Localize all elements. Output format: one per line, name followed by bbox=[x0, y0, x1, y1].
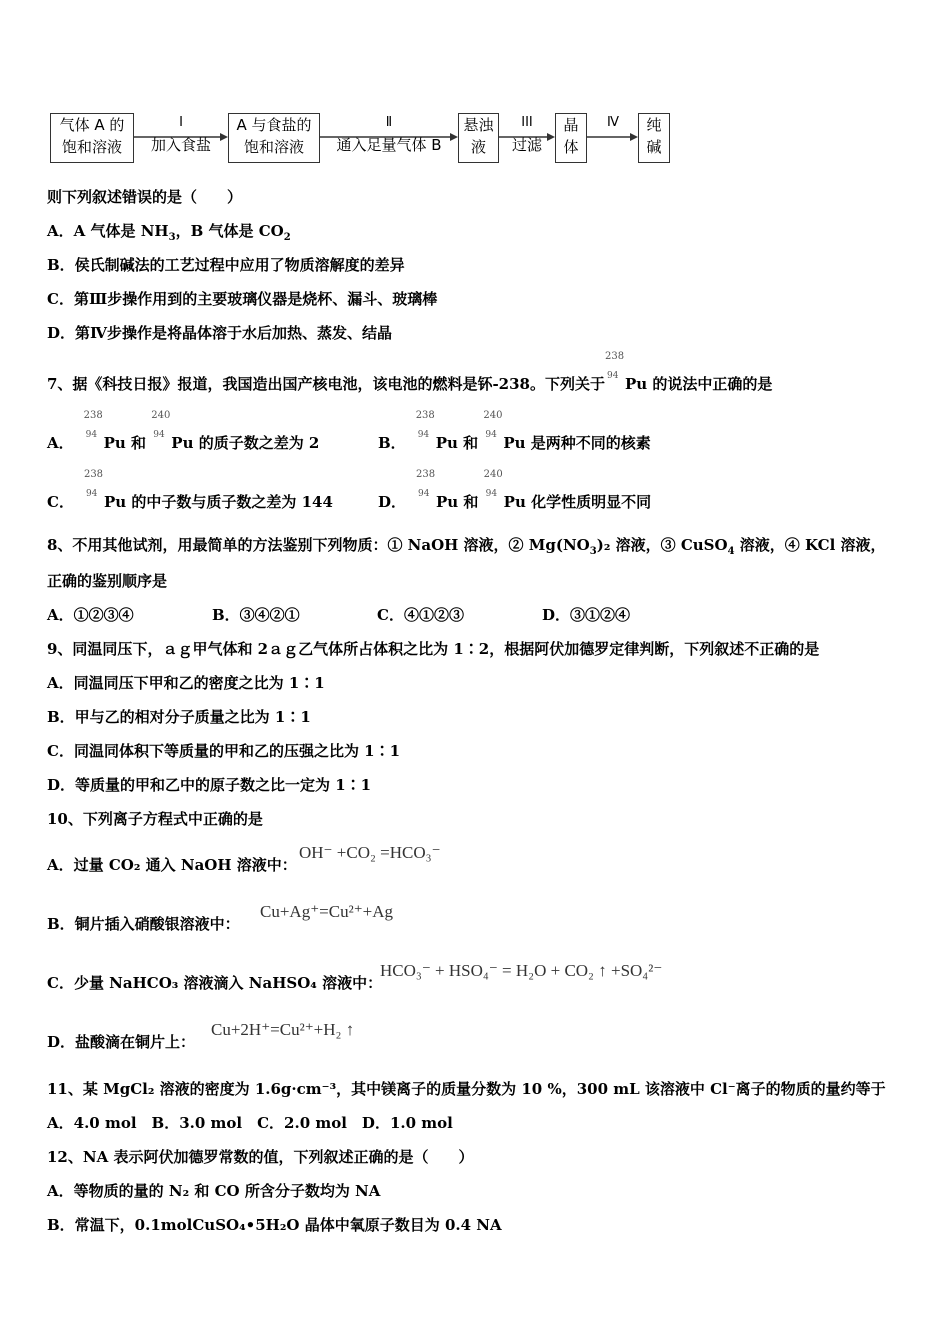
q10-stem: 10、下列离子方程式中正确的是 bbox=[47, 810, 263, 828]
q8-option-d: D．③①②④ bbox=[542, 606, 631, 624]
flow-box-a-salt: A 与食盐的 饱和溶液 bbox=[228, 113, 320, 163]
q7-option-b: B． 238 94 Pu 和 240 94 Pu 是两种不同的核素 bbox=[378, 410, 651, 452]
flow-box-crystal: 晶 体 bbox=[555, 113, 587, 163]
q10-equation-b: Cu+Ag⁺=Cu²⁺+Ag bbox=[260, 902, 394, 921]
q10-option-c: C．少量 NaHCO₃ 溶液滴入 NaHSO₄ 溶液中： bbox=[47, 974, 383, 992]
q6-option-b: B．侯氏制碱法的工艺过程中应用了物质溶解度的差异 bbox=[47, 256, 405, 274]
flow-step-4: Ⅳ bbox=[607, 115, 619, 130]
flow-box-soda: 纯 碱 bbox=[638, 113, 670, 163]
q8-stem: 8、不用其他试剂，用最简单的方法鉴别下列物质：① NaOH 溶液，② $Mg(NO_3)_2$ 溶液，③ CuSO$_4$ 溶液，④ KCl 溶液， bbox=[47, 536, 886, 557]
q10-equation-c: HCO₃⁻ + HSO₄⁻ = H₂O + CO₂ ↑ +SO₄²⁻ bbox=[380, 961, 663, 980]
flow-box-gas-a: 气体 A 的 饱和溶液 bbox=[50, 113, 134, 163]
q9-option-d: D．等质量的甲和乙中的原子数之比一定为 1∶1 bbox=[47, 776, 372, 794]
q10-option-d: D．盐酸滴在铜片上： bbox=[47, 1033, 196, 1051]
q7-option-a: A． 238 94 Pu 和 240 94 Pu 的质子数之差为 2 bbox=[47, 410, 320, 452]
q10-option-b: B．铜片插入硝酸银溶液中： bbox=[47, 915, 240, 933]
q6-option-d: D．第Ⅳ步操作是将晶体溶于水后加热、蒸发、结晶 bbox=[47, 324, 393, 342]
flow-step-3: III 过滤 bbox=[511, 115, 542, 154]
q8-option-c: C．④①②③ bbox=[377, 606, 464, 624]
q11-stem: 11、某 MgCl₂ 溶液的密度为 1.6g·cm⁻³，其中镁离子的质量分数为 10 %，300 mL 该溶液中 Cl⁻离子的物质的量约等于 bbox=[47, 1080, 886, 1098]
q6-option-a: A．A 气体是 $NH_3$，B 气体是 $CO_2$ bbox=[47, 222, 291, 243]
q6-stem: 则下列叙述错误的是（ ） bbox=[47, 188, 243, 206]
q7-option-d: D． 238 94 Pu 和 240 94 Pu 化学性质明显不同 bbox=[378, 469, 652, 511]
isotope-pu238: 238 94 bbox=[604, 351, 625, 381]
q7-stem: 7、据《科技日报》报道，我国造出国产核电池，该电池的燃料是钚-238。下列关于 238 94 Pu 的说法中正确的是 bbox=[47, 351, 773, 393]
q11-options: A．4.0 mol B．3.0 mol C．2.0 mol D．1.0 mol bbox=[47, 1114, 453, 1132]
q12-stem: 12、NA 表示阿伏加德罗常数的值，下列叙述正确的是（ ） bbox=[47, 1148, 474, 1166]
q9-option-a: A．同温同压下甲和乙的密度之比为 1∶1 bbox=[47, 674, 325, 692]
q9-option-b: B．甲与乙的相对分子质量之比为 1∶1 bbox=[47, 708, 311, 726]
q12-option-b: B．常温下，0.1molCuSO₄•5H₂O 晶体中氧原子数目为 0.4 NA bbox=[47, 1216, 502, 1234]
process-flow-diagram bbox=[50, 113, 680, 165]
flow-step-1: Ⅰ 加入食盐 bbox=[150, 115, 211, 154]
q10-option-a: A．过量 CO₂ 通入 NaOH 溶液中： bbox=[47, 856, 297, 874]
flow-box-suspension: 悬浊 液 bbox=[458, 113, 499, 163]
q8-option-a: A．①②③④ bbox=[47, 606, 134, 624]
q9-option-c: C．同温同体积下等质量的甲和乙的压强之比为 1∶1 bbox=[47, 742, 401, 760]
q7-option-c: C． 238 94 Pu 的中子数与质子数之差为 144 bbox=[47, 469, 333, 511]
q6-option-c: C．第Ⅲ步操作用到的主要玻璃仪器是烧杯、漏斗、玻璃棒 bbox=[47, 290, 438, 308]
q8-stem-line2: 正确的鉴别顺序是 bbox=[47, 572, 168, 590]
q12-option-a: A．等物质的量的 N₂ 和 CO 所含分子数均为 NA bbox=[47, 1182, 381, 1200]
q9-stem: 9、同温同压下，ａｇ甲气体和 2ａｇ乙气体所占体积之比为 1∶2，根据阿伏加德罗定律判断，下列叙述不正确的是 bbox=[47, 640, 820, 658]
q10-equation-a: OH⁻ +CO₂ =HCO₃⁻ bbox=[299, 843, 441, 862]
q10-equation-d: Cu+2H⁺=Cu²⁺+H₂ ↑ bbox=[211, 1020, 355, 1039]
q8-option-b: B．③④②① bbox=[212, 606, 300, 624]
flow-step-2: Ⅱ 通入足量气体 B bbox=[336, 115, 442, 154]
